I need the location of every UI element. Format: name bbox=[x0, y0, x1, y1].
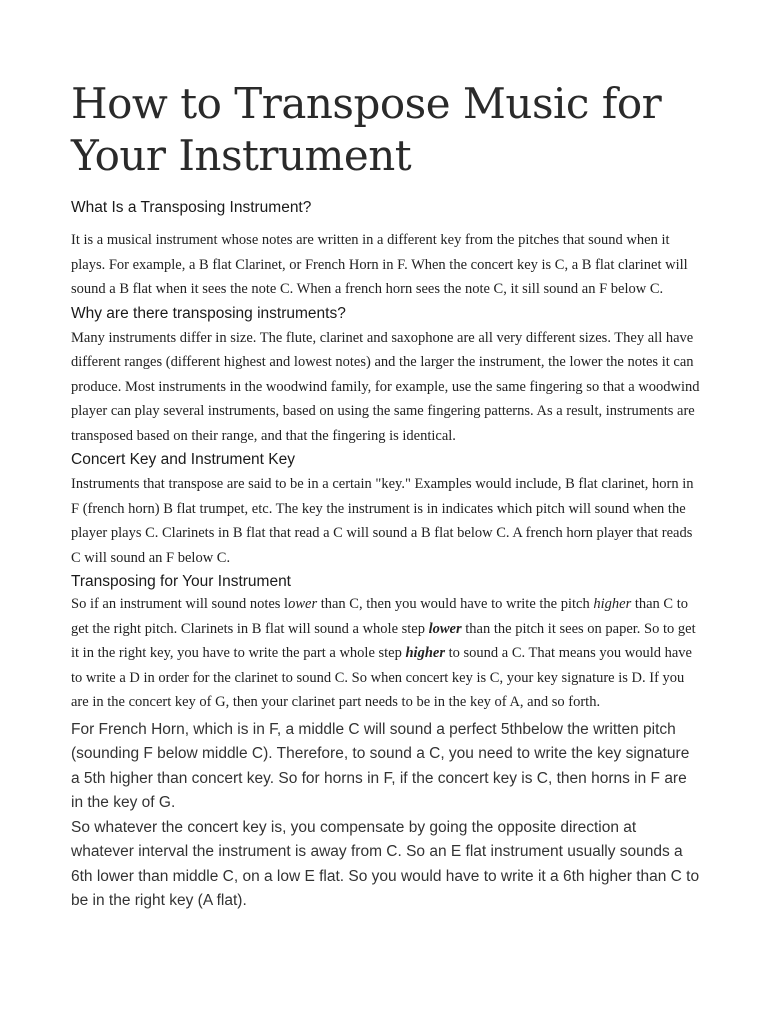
heading-what-is: What Is a Transposing Instrument? bbox=[71, 199, 312, 216]
emphasis-lower: lower bbox=[428, 620, 462, 637]
emphasis-ower: ower bbox=[288, 596, 318, 612]
heading-why: Why are there transposing instruments? bbox=[71, 304, 346, 322]
paragraph-what-is: It is a musical instrument whose notes are written in a different key from the pitches that sound when it plays. For example, a B flat Clarinet, or French Horn in F. When the concert key is C, a B flat clarinet will sound a B flat when it sees the note C. When a french horn sees the note C, it sill sound an F below C. bbox=[71, 232, 688, 297]
paragraph-compensate: So whatever the concert key is, you compensate by going the opposite direction at whatever interval the instrument is away from C. So an E flat instrument usually sounds a 6th lower than middle C, on a low E flat. So you would have to write it a 6th higher than C to be in the right key (A flat). bbox=[71, 818, 700, 909]
paragraph-why: Many instruments differ in size. The flute, clarinet and saxophone are all very different sizes. They all have different ranges (different highest and lowest notes) and the larger the instrument, the lower the notes it can produce. Most instruments in the woodwind family, for example, use the same fingering so that a woodwind player can play several instruments, based on using the same fingering patterns. As a result, instruments are transposed based on their range, and that the fingering is identical. bbox=[71, 329, 700, 444]
paragraph-transposing bbox=[71, 592, 701, 715]
text-run: than C, then you would have to write the pitch bbox=[317, 596, 594, 612]
heading-concert-key: Concert Key and Instrument Key bbox=[71, 451, 296, 468]
text-run: than the pitch it sees on paper. So to get it in the right key, you have to write the part a whole step bbox=[71, 620, 696, 661]
article bbox=[71, 78, 701, 914]
emphasis-higher-bold: higher bbox=[405, 645, 445, 661]
heading-transposing: Transposing for Your Instrument bbox=[71, 573, 291, 590]
text-run: than C to get the right pitch. Clarinets in B flat will sound a whole step bbox=[71, 596, 689, 637]
text-run: to sound a C. That means you would have to write a D in order for the clarinet to sound C. So when concert key is C, your key signature is D. If you are in the concert key of G, then your clarinet part needs to be in the key of A, and so forth. bbox=[71, 645, 692, 710]
emphasis-higher: higher bbox=[593, 596, 632, 612]
page-title: How to Transpose Music for Your Instrument bbox=[71, 79, 662, 180]
text-run: So if an instrument will sound notes l bbox=[71, 596, 289, 612]
paragraph-concert-key: Instruments that transpose are said to be in a certain "key." Examples would include, B flat clarinet, horn in F (french horn) B flat trumpet, etc. The key the instrument is in indicates which pitch will sound when the player plays C. Clarinets in B flat that read a C will sound a B flat below C. A french horn player that reads C will sound an F below C. bbox=[71, 476, 694, 566]
paragraph-french-horn: For French Horn, which is in F, a middle C will sound a perfect 5thbelow the written pitch (sounding F below middle C). Therefore, to sound a C, you need to write the key signature a 5th higher than concert key. So for horns in F, if the concert key is C, then horns in F are in the key of G. bbox=[71, 720, 690, 811]
